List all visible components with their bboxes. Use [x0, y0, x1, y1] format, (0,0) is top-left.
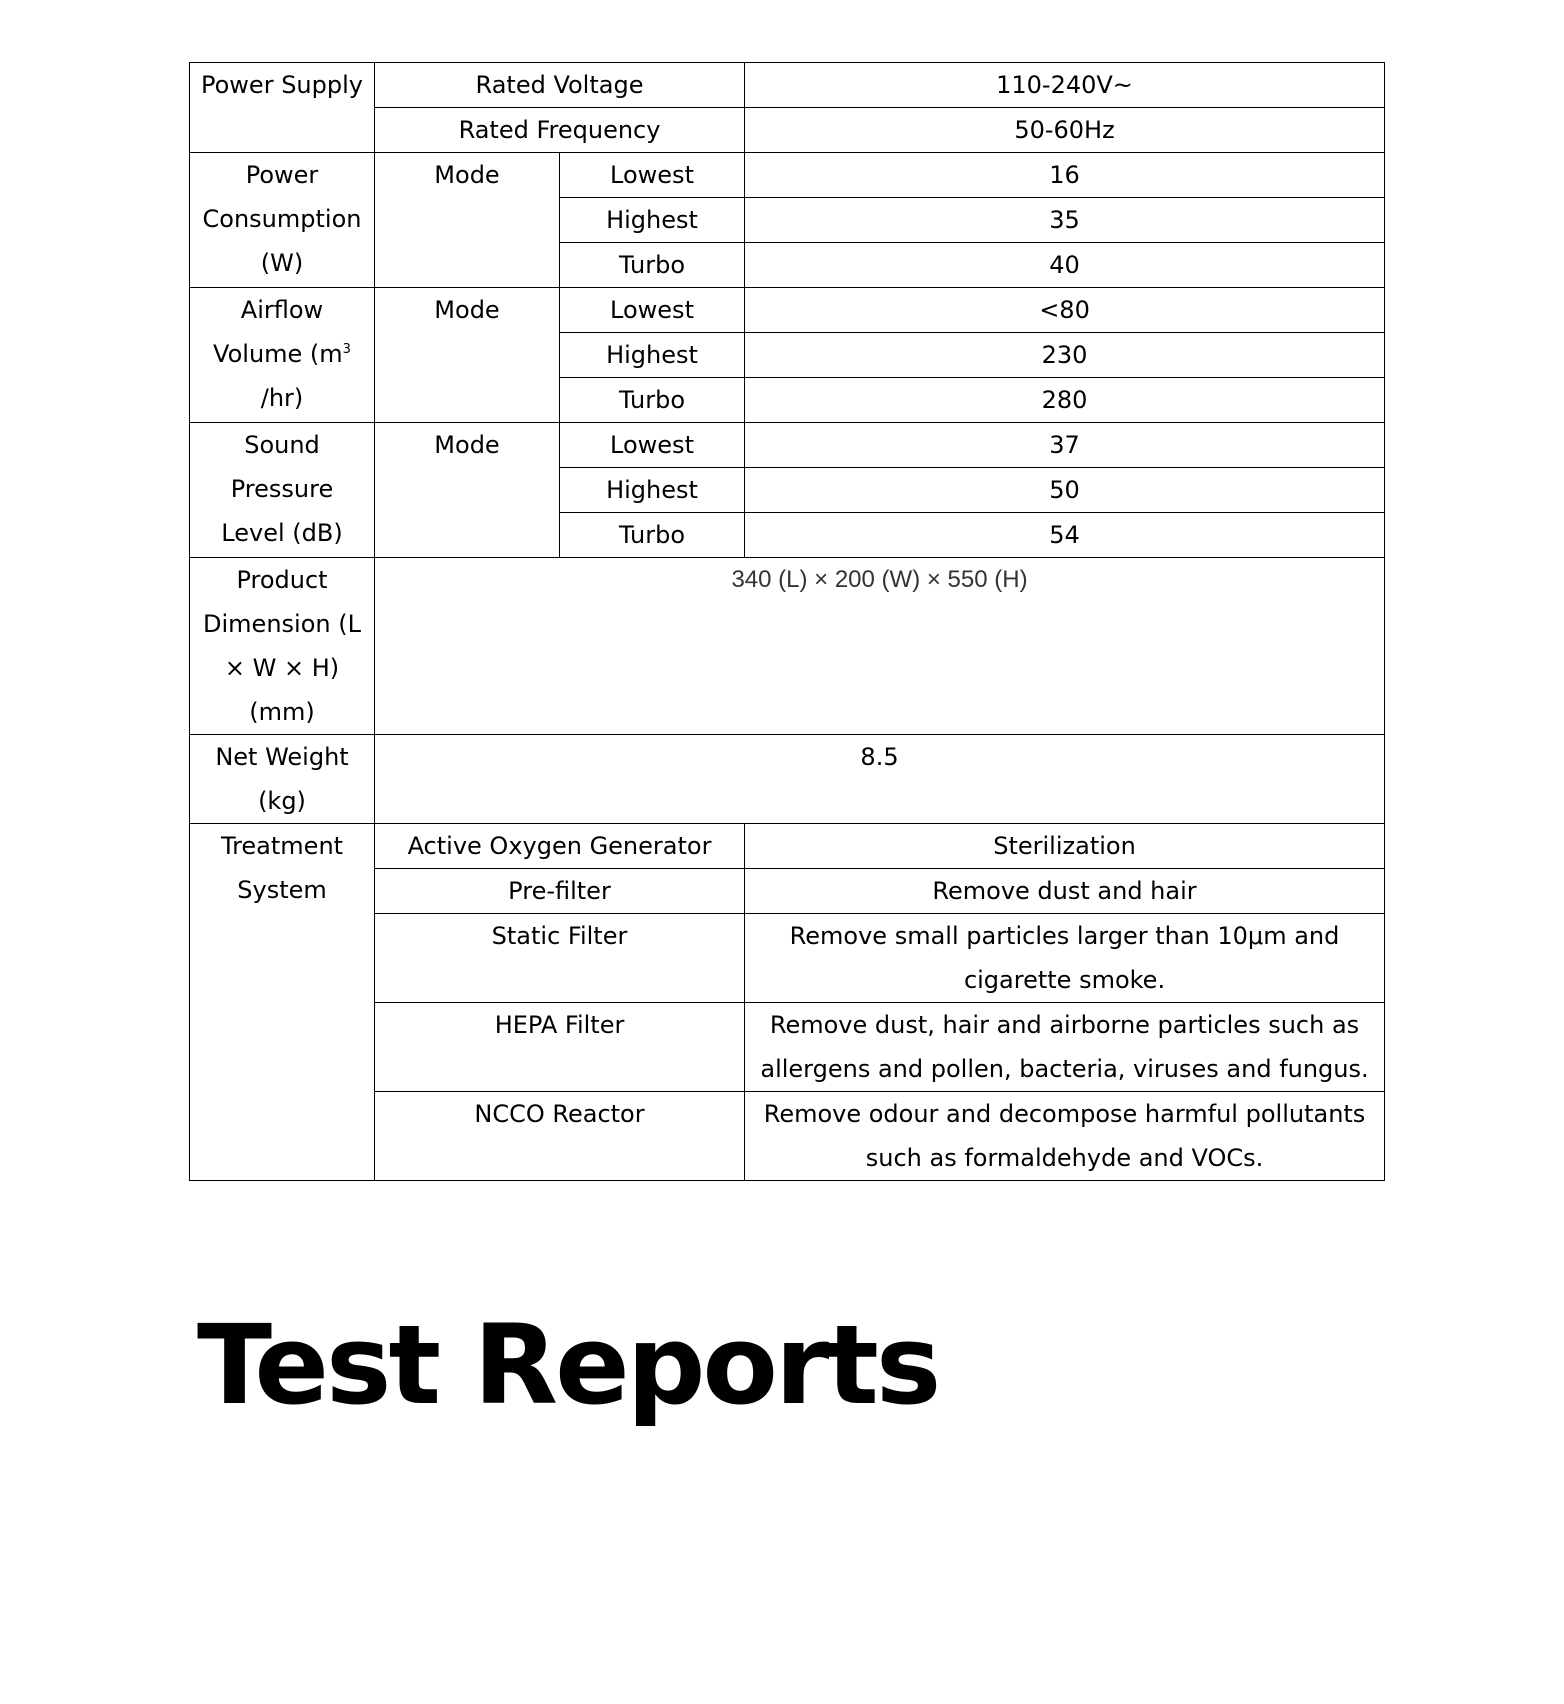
treatment-function: Sterilization [745, 824, 1385, 869]
mode-value: 37 [745, 423, 1385, 468]
dimension-label: Product Dimension (L × W × H) (mm) [190, 558, 375, 735]
treatment-label: Treatment System [190, 824, 375, 1181]
treatment-component: Static Filter [375, 914, 745, 1003]
mode-name: Turbo [560, 243, 745, 288]
treatment-function: Remove dust and hair [745, 869, 1385, 914]
rated-frequency-value: 50-60Hz [745, 108, 1385, 153]
treatment-component: HEPA Filter [375, 1003, 745, 1092]
mode-name: Highest [560, 198, 745, 243]
table-row [190, 153, 1385, 198]
dimension-value: 340 (L) × 200 (W) × 550 (H) [375, 558, 1385, 735]
mode-value: 35 [745, 198, 1385, 243]
table-row [190, 63, 1385, 108]
mode-value: 50 [745, 468, 1385, 513]
spec-table [189, 62, 1385, 1181]
mode-value: 54 [745, 513, 1385, 558]
weight-label: Net Weight (kg) [190, 735, 375, 824]
power-consumption-mode: Mode [375, 153, 560, 288]
rated-voltage-value: 110-240V~ [745, 63, 1385, 108]
mode-value: 230 [745, 333, 1385, 378]
table-row [190, 824, 1385, 869]
power-supply-label: Power Supply [190, 63, 375, 153]
mode-value: 16 [745, 153, 1385, 198]
airflow-label-sup: 3 [342, 342, 351, 357]
airflow-label-post: /hr) [260, 384, 304, 412]
table-row [190, 558, 1385, 735]
table-row [190, 735, 1385, 824]
mode-value: 40 [745, 243, 1385, 288]
airflow-mode: Mode [375, 288, 560, 423]
section-heading: Test Reports [197, 1301, 939, 1429]
treatment-function: Remove small particles larger than 10μm and cigarette smoke. [745, 914, 1385, 1003]
airflow-label [190, 288, 375, 423]
treatment-component: NCCO Reactor [375, 1092, 745, 1181]
sound-mode: Mode [375, 423, 560, 558]
weight-value: 8.5 [375, 735, 1385, 824]
power-consumption-label: Power Consumption (W) [190, 153, 375, 288]
treatment-function: Remove odour and decompose harmful pollutants such as formaldehyde and VOCs. [745, 1092, 1385, 1181]
mode-name: Turbo [560, 378, 745, 423]
rated-frequency-label: Rated Frequency [375, 108, 745, 153]
mode-value: 280 [745, 378, 1385, 423]
mode-name: Highest [560, 333, 745, 378]
table-row [190, 423, 1385, 468]
treatment-component: Active Oxygen Generator [375, 824, 745, 869]
table-row [190, 288, 1385, 333]
mode-name: Lowest [560, 153, 745, 198]
treatment-component: Pre-filter [375, 869, 745, 914]
rated-voltage-label: Rated Voltage [375, 63, 745, 108]
sound-label: Sound Pressure Level (dB) [190, 423, 375, 558]
mode-name: Lowest [560, 423, 745, 468]
mode-name: Lowest [560, 288, 745, 333]
treatment-function: Remove dust, hair and airborne particles such as allergens and pollen, bacteria, viruses and fungus. [745, 1003, 1385, 1092]
airflow-label-pre: Airflow Volume (m [213, 296, 343, 368]
mode-name: Turbo [560, 513, 745, 558]
mode-value: <80 [745, 288, 1385, 333]
mode-name: Highest [560, 468, 745, 513]
